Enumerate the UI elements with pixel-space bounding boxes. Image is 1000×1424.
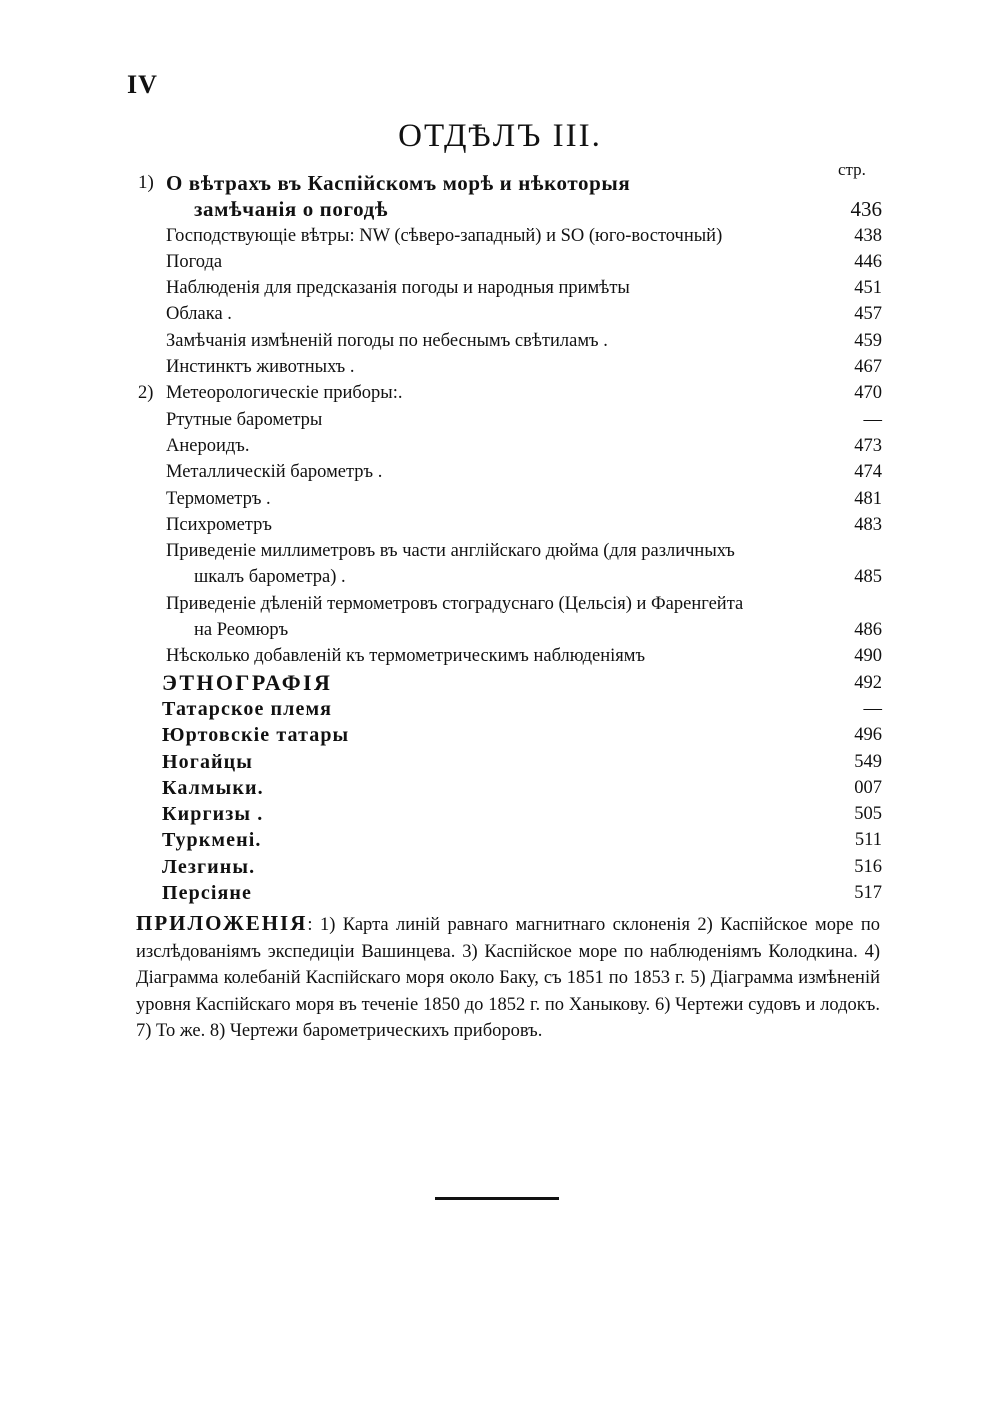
appendix-text: : 1) Карта линій равнаго магнитнаго склоненія 2) Каспійское море по изслѣдованіямъ экспедиціи Вашинцева. 3) Каспійское море по наблюденіямъ Колодкина. 4) Діаграмма колебаній Каспійскаго моря около Баку, съ 1851 по 1853 г. 5) Діаграмма измѣненій уровня Каспійскаго моря въ теченіе 1850 до 1852 г. по Ханыкову. 6) Чертежи судовъ и лодокъ. 7) То же. 8) Чертежи барометрическихъ приборовъ.	[136, 915, 880, 1041]
toc-entry-page: 473	[854, 435, 882, 456]
toc-entry-title: на Реомюръ	[194, 620, 289, 641]
toc-entry-title: О вѣтрахъ въ Каспійскомъ морѣ и нѣкоторыя	[166, 171, 631, 195]
toc-entry	[0, 433, 1000, 459]
toc-entry	[0, 512, 1000, 538]
page-column-label: стр.	[838, 160, 866, 179]
toc-entry-title: Персіяне	[162, 882, 253, 905]
toc-entry-title: Наблюденія для предсказанія погоды и народныя примѣты	[166, 278, 630, 299]
toc-entry-page: 438	[854, 225, 882, 246]
toc-entry-page: 485	[854, 567, 882, 588]
toc-entry-page: 516	[854, 856, 882, 877]
toc-entry	[0, 827, 1000, 853]
toc-entry	[0, 696, 1000, 722]
toc-entry-title: Приведеніе дѣленій термометровъ стоградуснаго (Цельсія) и Фаренгейта	[166, 593, 744, 614]
toc-entry	[0, 354, 1000, 380]
appendix-paragraph	[136, 910, 880, 1045]
toc-entry-title: Лезгины.	[162, 855, 256, 878]
toc-entry-title: замѣчанія о погодѣ	[194, 197, 389, 222]
toc-entry-title: Ногайцы	[162, 750, 254, 773]
toc-entry	[0, 249, 1000, 275]
toc-entry-page: 483	[854, 514, 882, 535]
toc-entry	[0, 880, 1000, 906]
toc-entry-title: Приведеніе миллиметровъ въ части англійскаго дюйма (для различныхъ	[166, 541, 735, 562]
appendix-label: ПРИЛОЖЕНІЯ	[136, 911, 308, 935]
toc-entry-page: 451	[854, 278, 882, 299]
toc-entry-title: Инстинктъ животныхъ .	[166, 357, 355, 378]
toc-entry-title: Нѣсколько добавленій къ термометрическимъ наблюденіямъ	[166, 646, 646, 667]
table-of-contents	[0, 170, 1000, 906]
toc-entry-title: Калмыки.	[162, 776, 264, 799]
toc-entry-number: 1)	[138, 172, 154, 193]
toc-entry-page: 470	[854, 383, 882, 404]
toc-entry-title: шкалъ барометра) .	[194, 567, 346, 588]
toc-entry-page: 486	[854, 620, 882, 641]
toc-entry-page: 474	[854, 462, 882, 483]
toc-entry	[0, 196, 1000, 222]
section-title: ОТДѢЛЪ III.	[398, 118, 602, 154]
toc-entry	[0, 749, 1000, 775]
toc-entry	[0, 775, 1000, 801]
end-rule	[435, 1197, 559, 1200]
toc-entry	[0, 591, 1000, 617]
toc-entry	[0, 670, 1000, 696]
toc-entry-page: 511	[854, 830, 882, 851]
toc-entry-page: 496	[854, 725, 882, 746]
toc-entry-page: 517	[854, 883, 882, 904]
toc-entry-title: Психрометръ	[166, 514, 272, 535]
toc-entry-title: Металлическій барометръ .	[166, 462, 383, 483]
toc-entry	[0, 801, 1000, 827]
toc-entry-page: 492	[854, 672, 882, 693]
toc-entry-page: 490	[854, 646, 882, 667]
toc-entry-title: ЭТНОГРАФІЯ	[162, 669, 333, 695]
toc-entry-title: Анероидъ.	[166, 435, 250, 456]
toc-entry-page: 459	[854, 330, 882, 351]
toc-entry-page: 446	[854, 251, 882, 272]
toc-entry	[0, 722, 1000, 748]
toc-entry-page: 436	[850, 197, 882, 222]
toc-entry	[0, 223, 1000, 249]
toc-entry-title: Господствующіе вѣтры: NW (сѣверо-западный) и SO (юго-восточный)	[166, 225, 723, 246]
toc-entry-page: 549	[854, 751, 882, 772]
toc-entry-title: Татарское племя	[162, 697, 333, 720]
toc-entry	[0, 301, 1000, 327]
toc-entry-page: 481	[854, 488, 882, 509]
toc-entry	[0, 380, 1000, 406]
toc-entry-title: Туркмені.	[162, 829, 262, 852]
toc-entry	[0, 564, 1000, 590]
toc-entry-title: Облака .	[166, 304, 232, 325]
toc-entry-page: 457	[854, 304, 882, 325]
toc-entry-title: Метеорологическіе приборы:.	[166, 383, 403, 404]
toc-entry	[0, 538, 1000, 564]
toc-entry	[0, 459, 1000, 485]
toc-entry	[0, 854, 1000, 880]
toc-entry	[0, 275, 1000, 301]
toc-entry	[0, 407, 1000, 433]
toc-entry	[0, 170, 1000, 196]
toc-entry-page: —	[863, 409, 882, 430]
toc-entry-title: Термометръ .	[166, 488, 271, 509]
toc-entry-title: Замѣчанія измѣненій погоды по небеснымъ свѣтиламъ .	[166, 330, 608, 351]
toc-entry-page: 505	[854, 804, 882, 825]
toc-entry-title: Юртовскіе татары	[162, 724, 350, 747]
toc-entry	[0, 617, 1000, 643]
toc-entry-page: —	[863, 698, 882, 719]
toc-entry-page: 467	[854, 357, 882, 378]
toc-entry-page: 007	[854, 777, 882, 798]
toc-entry	[0, 643, 1000, 669]
toc-entry	[0, 328, 1000, 354]
page-number: IV	[127, 70, 158, 99]
toc-entry	[0, 486, 1000, 512]
toc-entry-title: Киргизы .	[162, 803, 264, 826]
toc-entry-title: Погода	[166, 251, 223, 272]
toc-entry-title: Ртутные барометры	[166, 409, 323, 430]
toc-entry-number: 2)	[138, 383, 154, 404]
